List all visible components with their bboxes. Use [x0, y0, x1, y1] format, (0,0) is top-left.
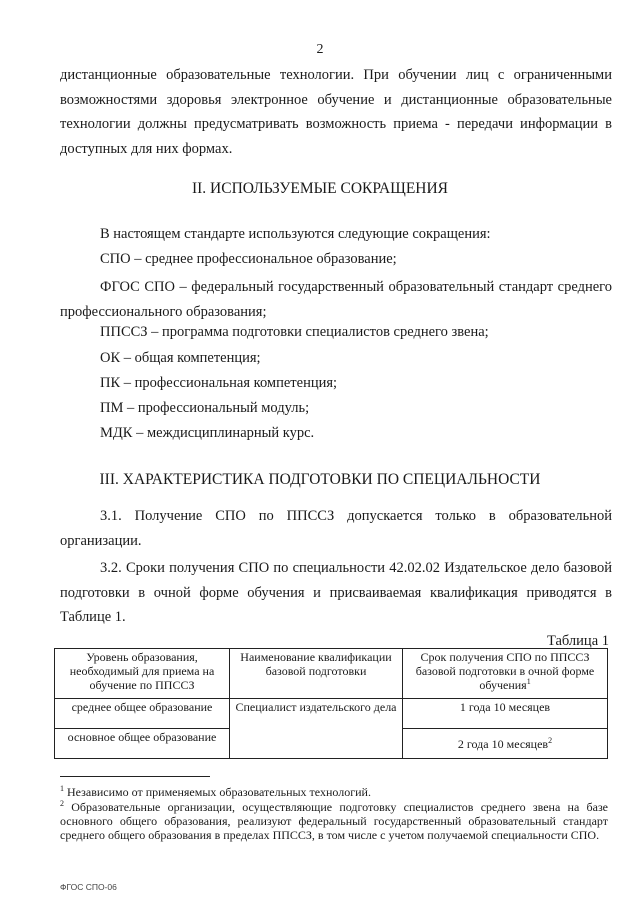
section2-heading: II. ИСПОЛЬЗУЕМЫЕ СОКРАЩЕНИЯ [191, 180, 449, 197]
footnote-mark: 1 [60, 784, 64, 793]
page-footer: ФГОС СПО-06 [60, 882, 117, 892]
abbr-item: ФГОС СПО – федеральный государственный образовательный стандарт среднего профессионального образования; [60, 279, 612, 320]
section3-heading: III. ХАРАКТЕРИСТИКА ПОДГОТОВКИ ПО СПЕЦИАЛЬНОСТИ [99, 471, 541, 488]
footnote-text: Независимо от применяемых образовательных технологий. [67, 785, 371, 799]
footnote [60, 785, 608, 799]
table-cell-level: основное общее образование [55, 729, 230, 759]
page-number: 2 [316, 42, 324, 57]
table-header-cell: Наименование квалификации базовой подготовки [230, 649, 403, 699]
abbr-item: ППССЗ – программа подготовки специалистов среднего звена; [100, 324, 489, 340]
footnote [60, 800, 608, 842]
footnote-ref: 1 [526, 677, 531, 686]
table-caption: Таблица 1 [546, 633, 609, 649]
footnote-mark: 2 [60, 799, 64, 808]
table-header-row [55, 649, 608, 699]
table-cell-level: среднее общее образование [55, 699, 230, 729]
table-header-cell [403, 649, 608, 699]
qualification-table [54, 648, 608, 759]
duration-text: 2 года 10 месяцев [457, 736, 549, 751]
section3-paragraph-1: 3.1. Получение СПО по ППССЗ допускается только в образовательной организации. [60, 508, 612, 549]
header-text: Срок получения СПО по ППССЗ базовой подготовки в очной форме обучения [415, 650, 595, 692]
section3-paragraph-2: 3.2. Сроки получения СПО по специальности 42.02.02 Издательское дело базовой подготовки в очной форме обучения и присваиваемая квалификация приводятся в Таблице 1. [60, 560, 612, 625]
duration-text: 1 года 10 месяцев [459, 700, 551, 714]
table-row [55, 699, 608, 729]
abbr-item: СПО – среднее профессиональное образование; [100, 251, 397, 267]
section2-intro: В настоящем стандарте используются следующие сокращения: [100, 226, 491, 242]
table-cell-duration [403, 699, 608, 729]
intro-paragraph: дистанционные образовательные технологии. При обучении лиц с ограниченными возможностями здоровья электронное обучение и дистанционные образовательные технологии должны предусматривать возможность приема - передачи информации в доступных для них формах. [60, 67, 612, 157]
table-header-cell: Уровень образования, необходимый для приема на обучение по ППССЗ [55, 649, 230, 699]
footnote-text: Образовательные организации, осуществляющие подготовку специалистов среднего звена на базе основного общего образования, реализуют федеральный государственный образовательный стандарт среднего общего образования в пределах ППССЗ, в том числе с учетом получаемой специальности СПО. [60, 800, 609, 842]
abbr-item: ПК – профессиональная компетенция; [100, 375, 338, 391]
abbr-item: ПМ – профессиональный модуль; [100, 400, 310, 416]
footnote-separator [60, 776, 210, 777]
abbr-item: МДК – междисциплинарный курс. [100, 425, 315, 441]
table-cell-duration [403, 729, 608, 759]
footnote-ref: 2 [548, 735, 553, 745]
abbr-item: ОК – общая компетенция; [100, 350, 261, 366]
table-cell-qualification: Специалист издательского дела [230, 699, 403, 759]
